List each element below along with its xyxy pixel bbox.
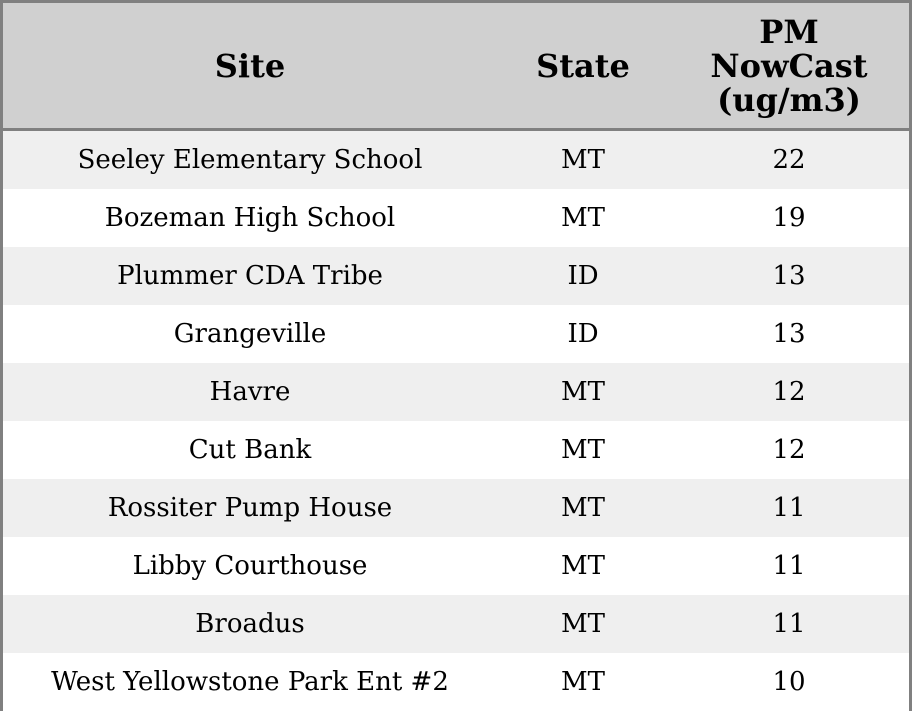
table-row [3,595,909,653]
pm-value-cell: 22 [669,130,909,190]
state-cell: MT [497,130,669,190]
table-row [3,189,909,247]
pm-value-cell: 13 [669,247,909,305]
state-cell: MT [497,537,669,595]
site-cell: Rossiter Pump House [3,479,497,537]
pm-header-line-3: (ug/m3) [717,80,861,119]
site-cell: Seeley Elementary School [3,130,497,190]
site-cell: Plummer CDA Tribe [3,247,497,305]
state-cell: MT [497,479,669,537]
table-body [3,130,909,711]
pm-value-cell: 11 [669,479,909,537]
pm-value-cell: 11 [669,537,909,595]
pm-value-cell: 19 [669,189,909,247]
table-row [3,305,909,363]
table-row [3,421,909,479]
site-cell: Cut Bank [3,421,497,479]
column-header-site[interactable]: Site [3,3,497,130]
site-cell: Havre [3,363,497,421]
state-cell: ID [497,305,669,363]
pm-value-cell: 10 [669,653,909,711]
pm-header-line-1: PM [759,12,819,51]
site-cell: Broadus [3,595,497,653]
table-header [3,3,909,130]
pm-value-cell: 13 [669,305,909,363]
table-row [3,653,909,711]
table-row [3,130,909,190]
site-cell: West Yellowstone Park Ent #2 [3,653,497,711]
column-header-state[interactable]: State [497,3,669,130]
column-header-pm-nowcast[interactable] [669,3,909,130]
pm-header-line-2: NowCast [710,46,868,85]
state-cell: MT [497,189,669,247]
state-cell: ID [497,247,669,305]
header-row [3,3,909,130]
pm-value-cell: 12 [669,421,909,479]
table-row [3,363,909,421]
state-cell: MT [497,653,669,711]
site-cell: Bozeman High School [3,189,497,247]
site-cell: Libby Courthouse [3,537,497,595]
data-table [3,3,909,711]
site-cell: Grangeville [3,305,497,363]
table-row [3,537,909,595]
state-cell: MT [497,595,669,653]
table-row [3,479,909,537]
table-row [3,247,909,305]
pm-value-cell: 12 [669,363,909,421]
state-cell: MT [497,363,669,421]
pm-value-cell: 11 [669,595,909,653]
state-cell: MT [497,421,669,479]
